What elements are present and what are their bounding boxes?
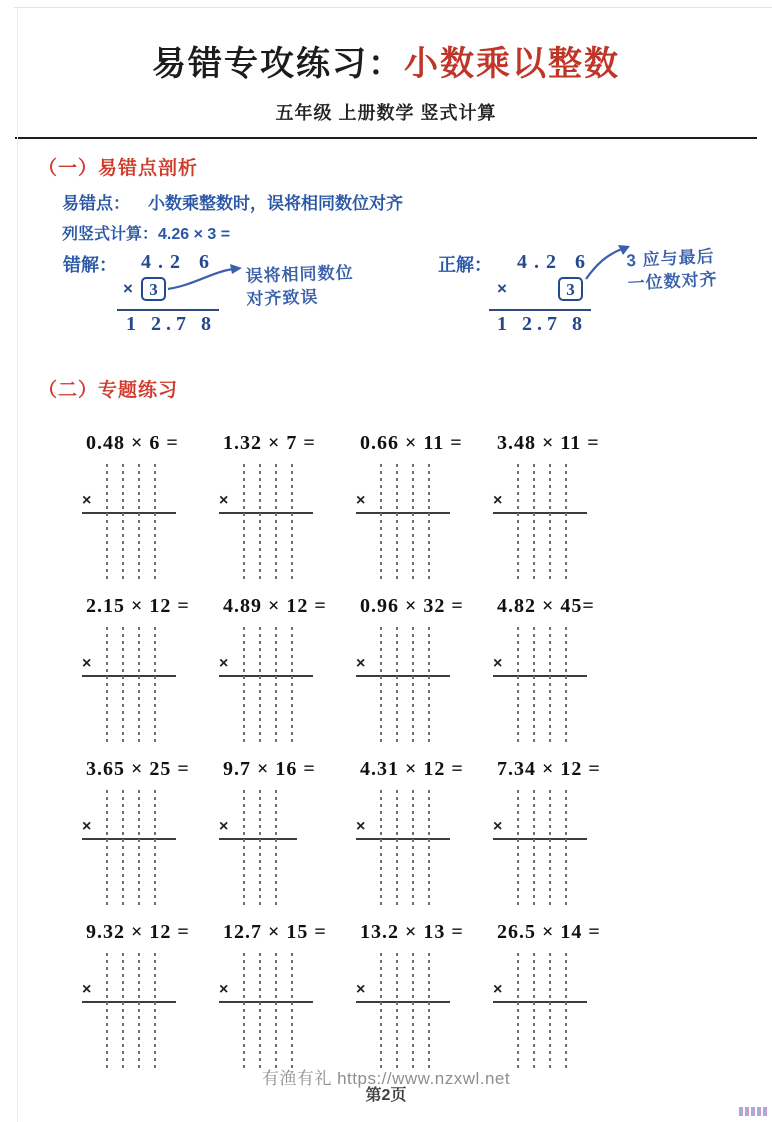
- multiply-sign: ×: [82, 818, 92, 835]
- digit-guide-line: [259, 464, 261, 580]
- vertical-calc-template: [493, 464, 581, 580]
- digit-guide-line: [122, 790, 124, 906]
- digit-guide-line: [549, 790, 551, 906]
- problem-expression: 0.66 × 11 =: [360, 432, 463, 454]
- section-error-analysis: [0, 139, 772, 351]
- wrong-example-label: 错解：: [63, 255, 117, 275]
- scan-edge-top: [14, 7, 772, 8]
- multiply-sign: ×: [356, 981, 366, 998]
- wrong-multiplier-boxed: 3: [141, 277, 166, 301]
- vertical-calc-template: [356, 464, 444, 580]
- digit-guide-line: [243, 627, 245, 743]
- problem-expression: 12.7 × 15 =: [223, 921, 327, 943]
- problem-expression: 26.5 × 14 =: [497, 921, 601, 943]
- practice-problem: [495, 921, 632, 1069]
- page-title: [0, 36, 772, 85]
- digit-guide-line: [533, 953, 535, 1069]
- digit-guide-line: [412, 953, 414, 1069]
- practice-problem: [358, 432, 495, 580]
- multiply-sign: ×: [82, 492, 92, 509]
- digit-guide-line: [259, 953, 261, 1069]
- answer-line: [219, 675, 313, 677]
- right-times-sign: ×: [497, 279, 507, 298]
- digit-guide-line: [549, 953, 551, 1069]
- problem-expression: 9.32 × 12 =: [86, 921, 190, 943]
- digit-guide-line: [154, 627, 156, 743]
- digit-guide-line: [106, 464, 108, 580]
- wrong-multiplicand: 4.2 6: [141, 251, 216, 273]
- practice-problem: [221, 921, 358, 1069]
- error-point-text: 小数乘整数时，误将相同数位对齐: [148, 194, 403, 213]
- digit-guide-line: [243, 464, 245, 580]
- problem-expression: 2.15 × 12 =: [86, 595, 190, 617]
- digit-guide-line: [396, 953, 398, 1069]
- multiply-sign: ×: [219, 492, 229, 509]
- digit-guide-line: [122, 953, 124, 1069]
- right-multiplier-boxed: 3: [558, 277, 583, 301]
- practice-problem: [358, 595, 495, 743]
- digit-guide-line: [259, 790, 261, 906]
- digit-guide-line: [428, 464, 430, 580]
- digit-guide-line: [549, 627, 551, 743]
- right-result: 1 2.7 8: [497, 313, 587, 335]
- problem-expression: 3.65 × 25 =: [86, 758, 190, 780]
- digit-guide-line: [122, 464, 124, 580]
- vertical-calc-template: [493, 627, 581, 743]
- digit-guide-line: [275, 627, 277, 743]
- digit-guide-line: [396, 464, 398, 580]
- digit-guide-line: [291, 464, 293, 580]
- right-note-line2: 一位数对齐: [627, 269, 719, 294]
- multiply-sign: ×: [356, 818, 366, 835]
- answer-line: [219, 1001, 313, 1003]
- practice-grid: [0, 432, 772, 1069]
- digit-guide-line: [517, 953, 519, 1069]
- multiply-sign: ×: [219, 655, 229, 672]
- answer-line: [356, 675, 450, 677]
- problem-expression: 7.34 × 12 =: [497, 758, 601, 780]
- answer-line: [82, 1001, 176, 1003]
- vertical-calc-template: [356, 627, 444, 743]
- answer-line: [356, 512, 450, 514]
- vertical-calc-template: [219, 953, 307, 1069]
- answer-line: [493, 1001, 587, 1003]
- multiply-sign: ×: [493, 655, 503, 672]
- digit-guide-line: [154, 464, 156, 580]
- multiply-sign: ×: [219, 981, 229, 998]
- practice-problem: [84, 921, 221, 1069]
- multiply-sign: ×: [82, 981, 92, 998]
- error-point-label: 易错点：: [62, 194, 130, 213]
- practice-problem: [358, 921, 495, 1069]
- wrong-note-line2: 对齐致误: [246, 287, 319, 309]
- digit-guide-line: [106, 790, 108, 906]
- answer-line: [493, 512, 587, 514]
- multiply-sign: ×: [493, 981, 503, 998]
- answer-line: [219, 512, 313, 514]
- digit-guide-line: [428, 627, 430, 743]
- problem-expression: 4.89 × 12 =: [223, 595, 327, 617]
- multiply-sign: ×: [493, 818, 503, 835]
- section2-heading: （二）专题练习: [38, 380, 179, 401]
- digit-guide-line: [243, 953, 245, 1069]
- footer-site-link: 有渔有礼 https://www.nzxwl.net: [261, 1069, 511, 1088]
- digit-guide-line: [396, 790, 398, 906]
- section1-heading: （一）易错点剖析: [38, 158, 199, 179]
- wrong-result: 1 2.7 8: [126, 313, 216, 335]
- wrong-note: [245, 261, 355, 311]
- vertical-calc-template: [219, 627, 307, 743]
- digit-guide-line: [565, 464, 567, 580]
- digit-guide-line: [380, 790, 382, 906]
- problem-expression: 3.48 × 11 =: [497, 432, 600, 454]
- practice-problem: [495, 432, 632, 580]
- digit-guide-line: [533, 464, 535, 580]
- problem-expression: 9.7 × 16 =: [223, 758, 316, 780]
- problem-expression: 0.48 × 6 =: [86, 432, 179, 454]
- digit-guide-line: [275, 953, 277, 1069]
- digit-guide-line: [565, 790, 567, 906]
- page-title-black: 易错专攻练习：: [152, 46, 404, 83]
- digit-guide-line: [428, 953, 430, 1069]
- digit-guide-line: [106, 627, 108, 743]
- problem-expression: 13.2 × 13 =: [360, 921, 464, 943]
- answer-line: [82, 512, 176, 514]
- wrong-times-sign: ×: [123, 279, 133, 298]
- digit-guide-line: [412, 790, 414, 906]
- problem-expression: 4.82 × 45=: [497, 595, 595, 617]
- digit-guide-line: [106, 953, 108, 1069]
- right-answer-bar: [489, 309, 591, 311]
- digit-guide-line: [533, 790, 535, 906]
- page-subtitle: 五年级 上册数学 竖式计算: [275, 103, 497, 123]
- digit-guide-line: [412, 464, 414, 580]
- multiply-sign: ×: [356, 655, 366, 672]
- practice-problem: [84, 758, 221, 906]
- practice-problem: [221, 432, 358, 580]
- digit-guide-line: [517, 790, 519, 906]
- practice-problem: [221, 758, 358, 906]
- digit-guide-line: [533, 627, 535, 743]
- wrong-arrow: [164, 257, 246, 299]
- vertical-calc-template: [493, 790, 581, 906]
- multiply-sign: ×: [82, 655, 92, 672]
- multiply-sign: ×: [493, 492, 503, 509]
- practice-problem: [84, 432, 221, 580]
- digit-guide-line: [396, 627, 398, 743]
- digit-guide-line: [291, 627, 293, 743]
- digit-guide-line: [517, 464, 519, 580]
- answer-line: [493, 675, 587, 677]
- problem-expression: 4.31 × 12 =: [360, 758, 464, 780]
- digit-guide-line: [549, 464, 551, 580]
- answer-line: [493, 838, 587, 840]
- problem-expression: 0.96 × 32 =: [360, 595, 464, 617]
- wrong-note-line1: 误将相同数位: [245, 263, 354, 286]
- vertical-calc-template: [356, 790, 444, 906]
- digit-guide-line: [138, 790, 140, 906]
- practice-problem: [84, 595, 221, 743]
- vertical-calc-template: [82, 627, 170, 743]
- digit-guide-line: [380, 464, 382, 580]
- vertical-calc-template: [493, 953, 581, 1069]
- right-note: [626, 245, 718, 296]
- error-point-line: [62, 189, 403, 214]
- answer-line: [82, 838, 176, 840]
- answer-line: [219, 838, 297, 840]
- practice-problem: [221, 595, 358, 743]
- digit-guide-line: [565, 953, 567, 1069]
- right-example-label: 正解：: [438, 255, 492, 275]
- vertical-calc-template: [82, 464, 170, 580]
- multiply-sign: ×: [356, 492, 366, 509]
- answer-line: [356, 838, 450, 840]
- digit-guide-line: [122, 627, 124, 743]
- digit-guide-line: [138, 953, 140, 1069]
- practice-problem: [495, 758, 632, 906]
- digit-guide-line: [154, 790, 156, 906]
- digit-guide-line: [138, 627, 140, 743]
- vertical-calc-template: [82, 790, 170, 906]
- digit-guide-line: [275, 464, 277, 580]
- practice-problem: [495, 595, 632, 743]
- vertical-calc-template: [82, 953, 170, 1069]
- right-multiplicand: 4.2 6: [517, 251, 592, 273]
- page-footer: [0, 1064, 772, 1105]
- digit-guide-line: [275, 790, 277, 906]
- multiply-sign: ×: [219, 818, 229, 835]
- digit-guide-line: [291, 953, 293, 1069]
- digit-guide-line: [412, 627, 414, 743]
- wrong-answer-bar: [117, 309, 219, 311]
- problem-statement: 列竖式计算：4.26 × 3 =: [62, 226, 231, 243]
- digit-guide-line: [243, 790, 245, 906]
- digit-guide-line: [154, 953, 156, 1069]
- answer-line: [356, 1001, 450, 1003]
- footer-page-number: 第2页: [365, 1087, 407, 1104]
- digit-guide-line: [565, 627, 567, 743]
- vertical-calc-template: [219, 464, 307, 580]
- digit-guide-line: [428, 790, 430, 906]
- page-title-red: 小数乘以整数: [404, 46, 620, 83]
- vertical-calc-template: [356, 953, 444, 1069]
- digit-guide-line: [380, 953, 382, 1069]
- watermark: [739, 1107, 767, 1116]
- digit-guide-line: [259, 627, 261, 743]
- practice-problem: [358, 758, 495, 906]
- digit-guide-line: [138, 464, 140, 580]
- right-note-line1: 3 应与最后: [625, 246, 716, 271]
- answer-line: [82, 675, 176, 677]
- digit-guide-line: [517, 627, 519, 743]
- problem-expression: 1.32 × 7 =: [223, 432, 316, 454]
- vertical-calc-template: [219, 790, 291, 906]
- digit-guide-line: [380, 627, 382, 743]
